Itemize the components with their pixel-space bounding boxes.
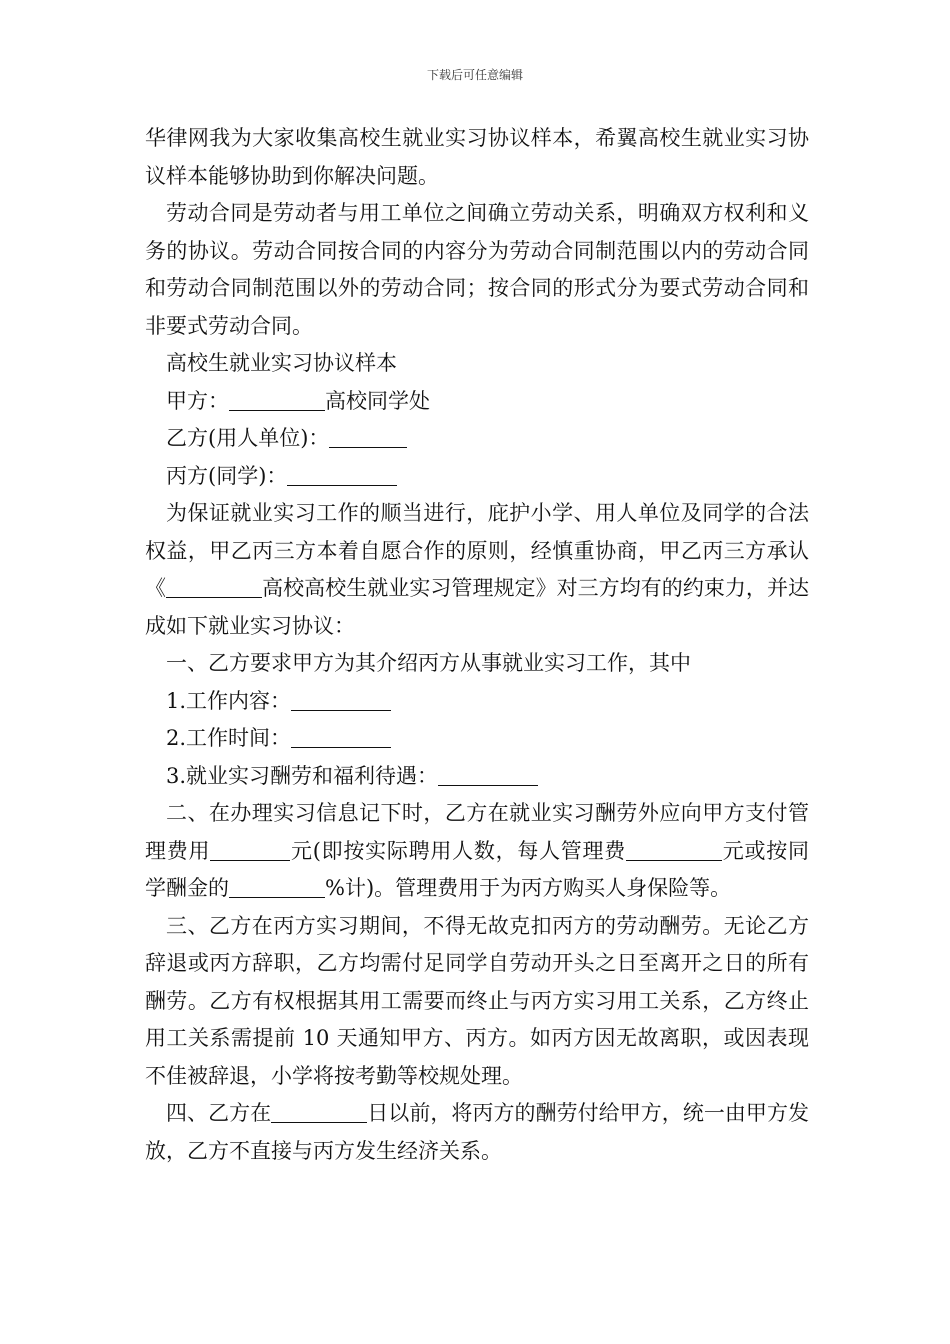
pay-benefits-blank[interactable]	[438, 764, 538, 786]
party-b-blank[interactable]	[329, 426, 407, 448]
definition-paragraph: 劳动合同是劳动者与用工单位之间确立劳动关系，明确双方权利和义务的协议。劳动合同按合同的内容分为劳动合同制范围以内的劳动合同和劳动合同制范围以外的劳动合同；按合同的形式分为要式劳动合同和非要式劳动合同。	[145, 201, 809, 338]
item-pay-benefits: 3.就业实习酬劳和福利待遇：	[145, 758, 809, 796]
section-2: 二、在办理实习信息记下时，乙方在就业实习酬劳外应向甲方支付管理费用 元(即按实际聘用人数，每人管理费 元或按同学酬金的 %计)。管理费用于为丙方购买人身保险等。	[145, 801, 810, 900]
school-name-blank[interactable]	[166, 576, 262, 598]
item-work-time: 2.工作时间：	[145, 720, 809, 758]
party-b-line: 乙方(用人单位)：	[145, 420, 809, 458]
party-a-line: 甲方： 高校同学处	[166, 388, 430, 413]
work-content-blank[interactable]	[291, 689, 391, 711]
section-1: 一、乙方要求甲方为其介绍丙方从事就业实习工作，其中	[166, 651, 691, 675]
work-time-blank[interactable]	[291, 726, 391, 748]
management-fee-blank[interactable]	[210, 839, 290, 861]
intro-paragraph: 华律网我为大家收集高校生就业实习协议样本，希翼高校生就业实习协议样本能够协助到你解决问题。	[145, 126, 809, 188]
section-4: 四、乙方在 日以前，将丙方的酬劳付给甲方，统一由甲方发放，乙方不直接与丙方发生经济关系。	[145, 1101, 810, 1163]
party-c-blank[interactable]	[287, 464, 397, 486]
document-body	[145, 120, 809, 1170]
agreement-title: 高校生就业实习协议样本	[166, 351, 397, 375]
per-person-fee-blank[interactable]	[626, 839, 722, 861]
page-header: 下载后可任意编辑	[426, 68, 523, 82]
party-c-line: 丙方(同学)：	[145, 458, 809, 496]
preamble-paragraph: 为保证就业实习工作的顺当进行，庇护小学、用人单位及同学的合法权益，甲乙丙三方本着自愿合作的原则，经慎重协商，甲乙丙三方承认《 高校高校生就业实习管理规定》对三方均有的约束力，并达成如下就业实习协议：	[145, 501, 810, 638]
percentage-blank[interactable]	[229, 876, 325, 898]
party-a-blank[interactable]	[229, 389, 325, 411]
payment-date-blank[interactable]	[271, 1101, 367, 1123]
section-3: 三、乙方在丙方实习期间，不得无故克扣丙方的劳动酬劳。无论乙方辞退或丙方辞职，乙方均需付足同学自劳动开头之日至离开之日的所有酬劳。乙方有权根据其用工需要而终止与丙方实习用工关系，乙方终止用工关系需提前 10 天通知甲方、丙方。如丙方因无故离职，或因表现不佳被辞退，小学将按考勤等校规处理。	[145, 913, 809, 1088]
item-work-content: 1.工作内容：	[145, 683, 809, 721]
